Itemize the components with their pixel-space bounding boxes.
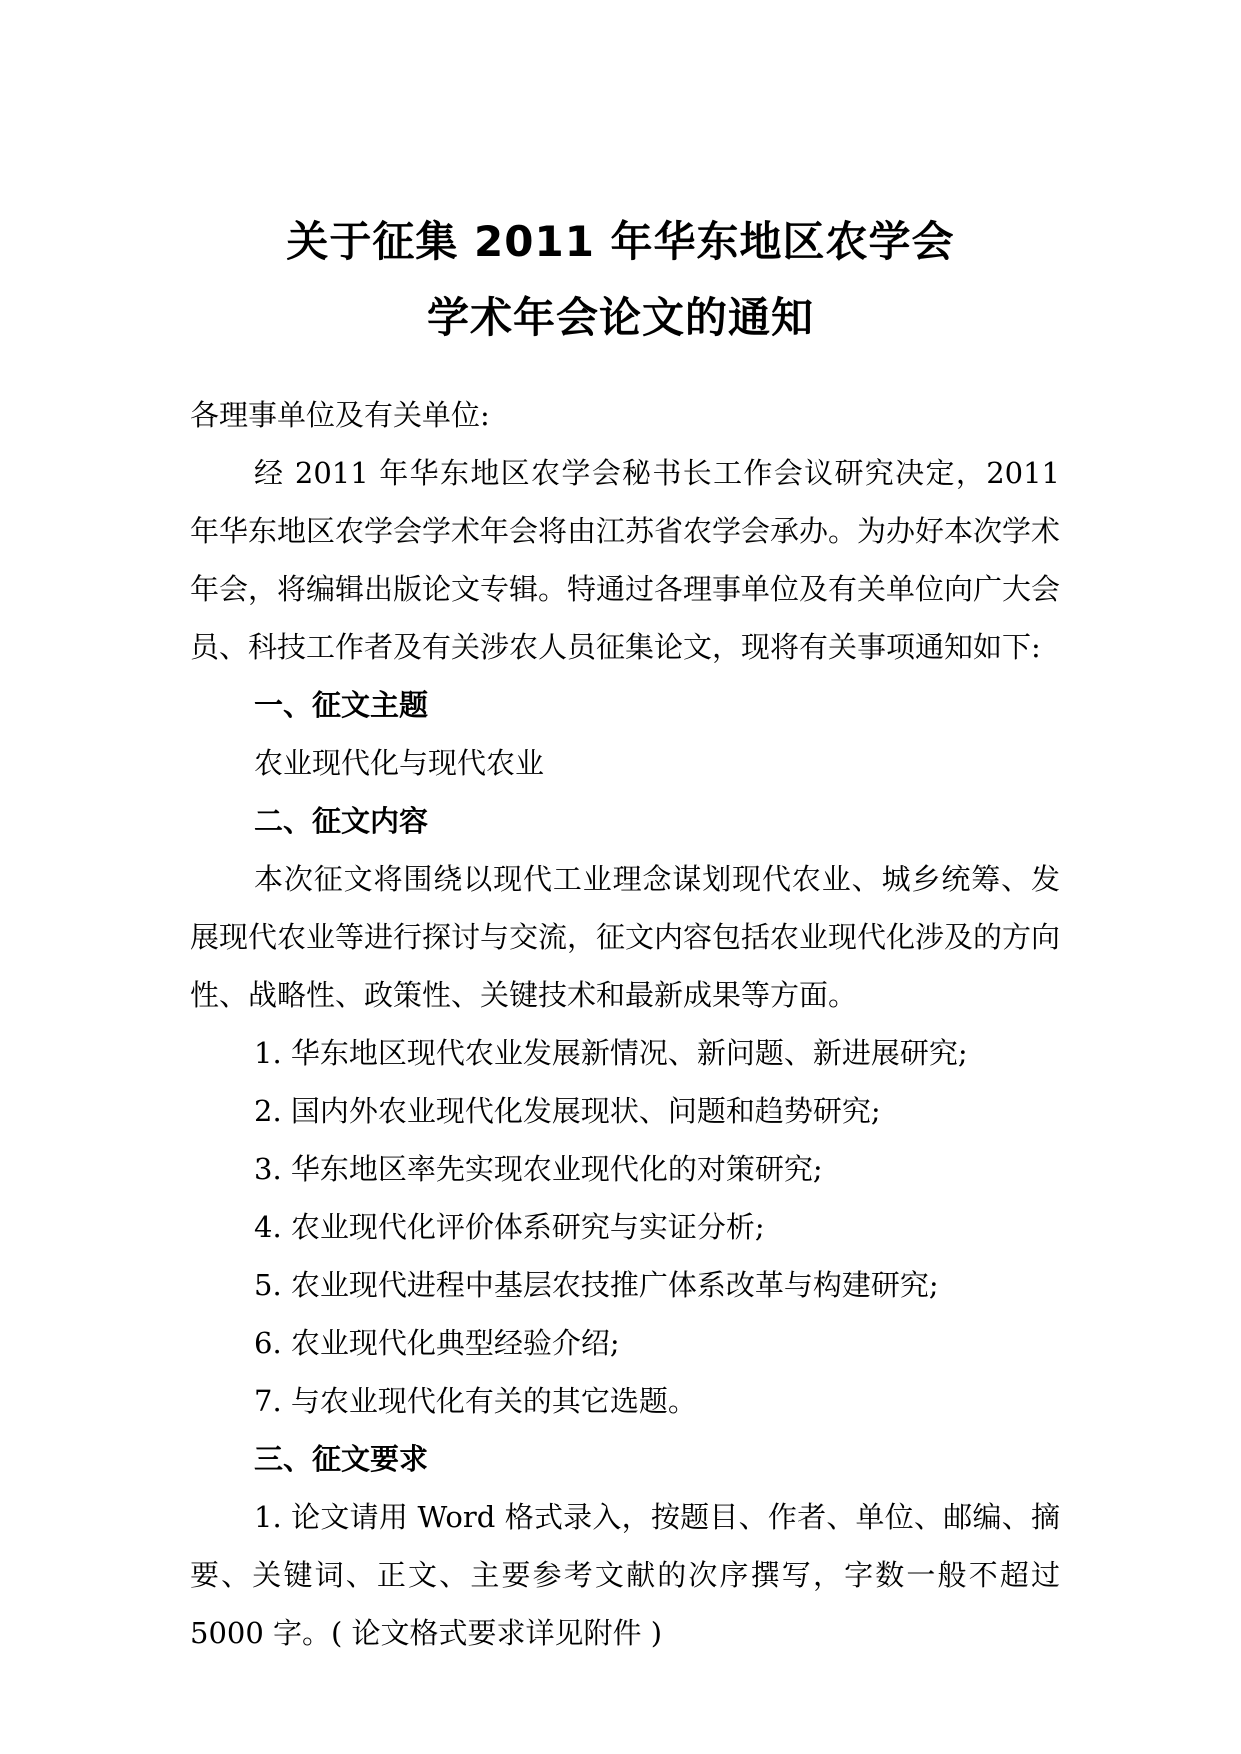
list-item: 3. 华东地区率先实现农业现代化的对策研究; [254,1152,823,1186]
list-item: 6. 农业现代化典型经验介绍; [254,1326,620,1360]
list-item: 1. 华东地区现代农业发展新情况、新问题、新进展研究; [254,1036,968,1070]
section-2-text: 本次征文将围绕以现代工业理念谋划现代农业、城乡统筹、发展现代农业等进行探讨与交流，征文内容包括农业现代化涉及的方向性、战略性、政策性、关键技术和最新成果等方面。 [190,862,1061,1012]
section-1-text: 农业现代化与现代农业 [254,746,545,780]
list-item: 2. 国内外农业现代化发展现状、问题和趋势研究; [254,1094,881,1128]
section-3-heading: 三、征文要求 [254,1442,429,1476]
list-item: 5. 农业现代进程中基层农技推广体系改革与构建研究; [254,1268,939,1302]
section-1-heading: 一、征文主题 [254,688,429,722]
section-3-text: 1. 论文请用 Word 格式录入，按题目、作者、单位、邮编、摘要、关键词、正文、主要参考文献的次序撰写，字数一般不超过 5000 字。( 论文格式要求详见附件 ) [190,1500,1060,1650]
list-item: 4. 农业现代化评价体系研究与实证分析; [254,1210,765,1244]
intro-paragraph: 经 2011 年华东地区农学会秘书长工作会议研究决定，2011 年华东地区农学会学术年会将由江苏省农学会承办。为办好本次学术年会，将编辑出版论文专辑。特通过各理事单位及有关单位向广大会员、科技工作者及有关涉农人员征集论文，现将有关事项通知如下: [190,456,1061,664]
salutation: 各理事单位及有关单位: [190,398,490,432]
section-2-heading: 二、征文内容 [254,804,429,838]
document-body [190,386,1060,1662]
document-title-line-1: 关于征集 2011 年华东地区农学会 [286,217,955,266]
document-title-line-2: 学术年会论文的通知 [426,293,814,342]
list-item: 7. 与农业现代化有关的其它选题。 [254,1384,697,1418]
